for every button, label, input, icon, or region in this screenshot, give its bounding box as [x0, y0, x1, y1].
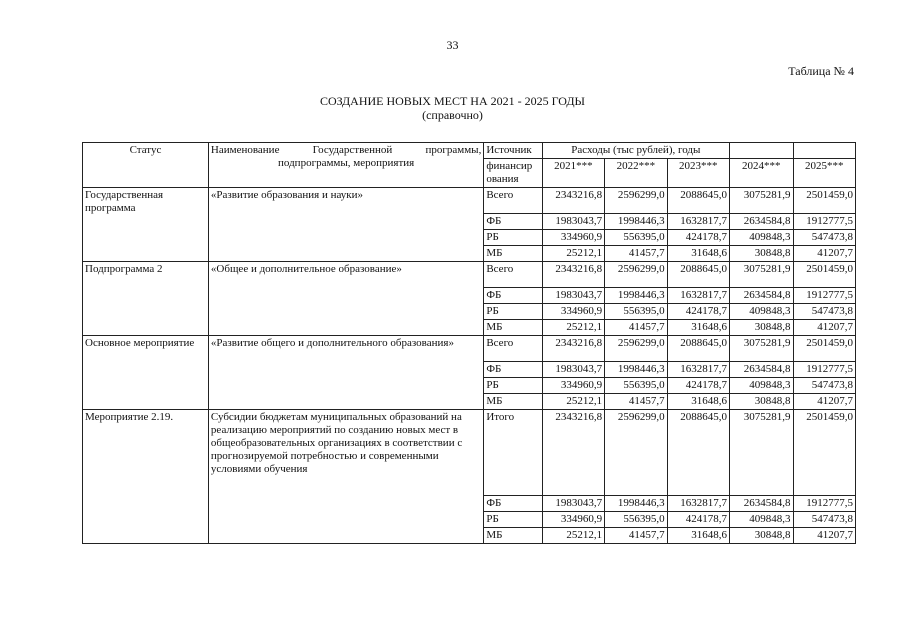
- value-cell: 30848,8: [730, 528, 793, 544]
- value-cell: 547473,8: [793, 512, 856, 528]
- value-cell: 2501459,0: [793, 336, 856, 362]
- value-cell: 2634584,8: [730, 496, 793, 512]
- table-row: [83, 188, 856, 214]
- source-cell: ФБ: [484, 288, 542, 304]
- table-label: Таблица № 4: [788, 64, 854, 78]
- header-year: 2021***: [542, 159, 604, 188]
- value-cell: 1983043,7: [542, 362, 604, 378]
- value-cell: 1912777,5: [793, 288, 856, 304]
- header-year: 2025***: [793, 159, 856, 188]
- name-cell: «Общее и дополнительное образование»: [208, 262, 483, 336]
- name-cell: «Развитие образования и науки»: [208, 188, 483, 262]
- header-year: 2022***: [605, 159, 667, 188]
- value-cell: 41207,7: [793, 394, 856, 410]
- source-cell: Всего: [484, 262, 542, 288]
- value-cell: 556395,0: [605, 378, 667, 394]
- header-source: Источник: [484, 143, 542, 159]
- value-cell: 334960,9: [542, 304, 604, 320]
- value-cell: 424178,7: [667, 304, 729, 320]
- value-cell: 409848,3: [730, 230, 793, 246]
- value-cell: 2088645,0: [667, 262, 729, 288]
- source-cell: Итого: [484, 410, 542, 496]
- source-cell: РБ: [484, 512, 542, 528]
- value-cell: 409848,3: [730, 304, 793, 320]
- value-cell: 2343216,8: [542, 336, 604, 362]
- value-cell: 41207,7: [793, 320, 856, 336]
- header-empty-cell: [793, 143, 856, 159]
- value-cell: 409848,3: [730, 512, 793, 528]
- document-title: СОЗДАНИЕ НОВЫХ МЕСТ НА 2021 - 2025 ГОДЫ: [320, 94, 585, 108]
- value-cell: 334960,9: [542, 230, 604, 246]
- value-cell: 30848,8: [730, 320, 793, 336]
- value-cell: 1632817,7: [667, 496, 729, 512]
- value-cell: 1912777,5: [793, 362, 856, 378]
- value-cell: 25212,1: [542, 528, 604, 544]
- value-cell: 1912777,5: [793, 496, 856, 512]
- source-cell: Всего: [484, 188, 542, 214]
- source-cell: МБ: [484, 394, 542, 410]
- value-cell: 1632817,7: [667, 362, 729, 378]
- document-subtitle: (справочно): [422, 108, 483, 122]
- value-cell: 30848,8: [730, 394, 793, 410]
- status-cell: Государственная программа: [83, 188, 209, 262]
- header-year: 2023***: [667, 159, 729, 188]
- value-cell: 41457,7: [605, 320, 667, 336]
- value-cell: 1632817,7: [667, 214, 729, 230]
- name-cell: «Развитие общего и дополнительного образования»: [208, 336, 483, 410]
- value-cell: 409848,3: [730, 378, 793, 394]
- value-cell: 41457,7: [605, 394, 667, 410]
- value-cell: 2596299,0: [605, 336, 667, 362]
- value-cell: 2501459,0: [793, 188, 856, 214]
- source-cell: МБ: [484, 246, 542, 262]
- table-row: [83, 410, 856, 496]
- value-cell: 3075281,9: [730, 336, 793, 362]
- header-status: Статус: [83, 143, 209, 188]
- value-cell: 1998446,3: [605, 362, 667, 378]
- value-cell: 2088645,0: [667, 410, 729, 496]
- status-cell: Мероприятие 2.19.: [83, 410, 209, 544]
- source-cell: МБ: [484, 528, 542, 544]
- source-cell: ФБ: [484, 496, 542, 512]
- value-cell: 1998446,3: [605, 288, 667, 304]
- value-cell: 547473,8: [793, 378, 856, 394]
- table-body: [83, 188, 856, 544]
- source-cell: ФБ: [484, 362, 542, 378]
- value-cell: 1983043,7: [542, 288, 604, 304]
- value-cell: 1998446,3: [605, 214, 667, 230]
- value-cell: 2596299,0: [605, 262, 667, 288]
- header-empty-cell: [730, 143, 793, 159]
- value-cell: 25212,1: [542, 394, 604, 410]
- value-cell: 2501459,0: [793, 410, 856, 496]
- value-cell: 2088645,0: [667, 188, 729, 214]
- table-row: [83, 262, 856, 288]
- header-expenses: Расходы (тыс рублей), годы: [542, 143, 729, 159]
- value-cell: 31648,6: [667, 246, 729, 262]
- value-cell: 334960,9: [542, 512, 604, 528]
- value-cell: 31648,6: [667, 394, 729, 410]
- value-cell: 3075281,9: [730, 410, 793, 496]
- value-cell: 31648,6: [667, 528, 729, 544]
- source-cell: Всего: [484, 336, 542, 362]
- value-cell: 1983043,7: [542, 214, 604, 230]
- value-cell: 41457,7: [605, 528, 667, 544]
- value-cell: 1998446,3: [605, 496, 667, 512]
- expenses-table: [82, 142, 856, 544]
- source-cell: МБ: [484, 320, 542, 336]
- value-cell: 2343216,8: [542, 188, 604, 214]
- value-cell: 424178,7: [667, 512, 729, 528]
- value-cell: 41457,7: [605, 246, 667, 262]
- value-cell: 3075281,9: [730, 188, 793, 214]
- name-cell: Субсидии бюджетам муниципальных образований на реализацию мероприятий по созданию новых мест в общеобразовательных организациях в соответствии с прогнозируемой потребностью и современными условиями обучения: [208, 410, 483, 544]
- value-cell: 556395,0: [605, 230, 667, 246]
- value-cell: 31648,6: [667, 320, 729, 336]
- value-cell: 30848,8: [730, 246, 793, 262]
- value-cell: 2596299,0: [605, 188, 667, 214]
- value-cell: 1983043,7: [542, 496, 604, 512]
- value-cell: 1912777,5: [793, 214, 856, 230]
- value-cell: 424178,7: [667, 378, 729, 394]
- value-cell: 2343216,8: [542, 262, 604, 288]
- value-cell: 25212,1: [542, 320, 604, 336]
- value-cell: 2634584,8: [730, 288, 793, 304]
- status-cell: Основное мероприятие: [83, 336, 209, 410]
- value-cell: 1632817,7: [667, 288, 729, 304]
- value-cell: 424178,7: [667, 230, 729, 246]
- header-source-sub: финансир ования: [484, 159, 542, 188]
- source-cell: РБ: [484, 378, 542, 394]
- value-cell: 2501459,0: [793, 262, 856, 288]
- value-cell: 556395,0: [605, 304, 667, 320]
- status-cell: Подпрограмма 2: [83, 262, 209, 336]
- source-cell: РБ: [484, 304, 542, 320]
- value-cell: 41207,7: [793, 528, 856, 544]
- value-cell: 2596299,0: [605, 410, 667, 496]
- table-row: [83, 336, 856, 362]
- value-cell: 547473,8: [793, 230, 856, 246]
- value-cell: 41207,7: [793, 246, 856, 262]
- page-number: 33: [446, 38, 459, 52]
- value-cell: 547473,8: [793, 304, 856, 320]
- header-name: Наименование Государственной программы, подпрограммы, мероприятия: [208, 143, 483, 188]
- value-cell: 3075281,9: [730, 262, 793, 288]
- source-cell: РБ: [484, 230, 542, 246]
- value-cell: 2343216,8: [542, 410, 604, 496]
- value-cell: 2634584,8: [730, 362, 793, 378]
- value-cell: 2634584,8: [730, 214, 793, 230]
- value-cell: 25212,1: [542, 246, 604, 262]
- source-cell: ФБ: [484, 214, 542, 230]
- value-cell: 556395,0: [605, 512, 667, 528]
- value-cell: 2088645,0: [667, 336, 729, 362]
- header-year: 2024***: [730, 159, 793, 188]
- value-cell: 334960,9: [542, 378, 604, 394]
